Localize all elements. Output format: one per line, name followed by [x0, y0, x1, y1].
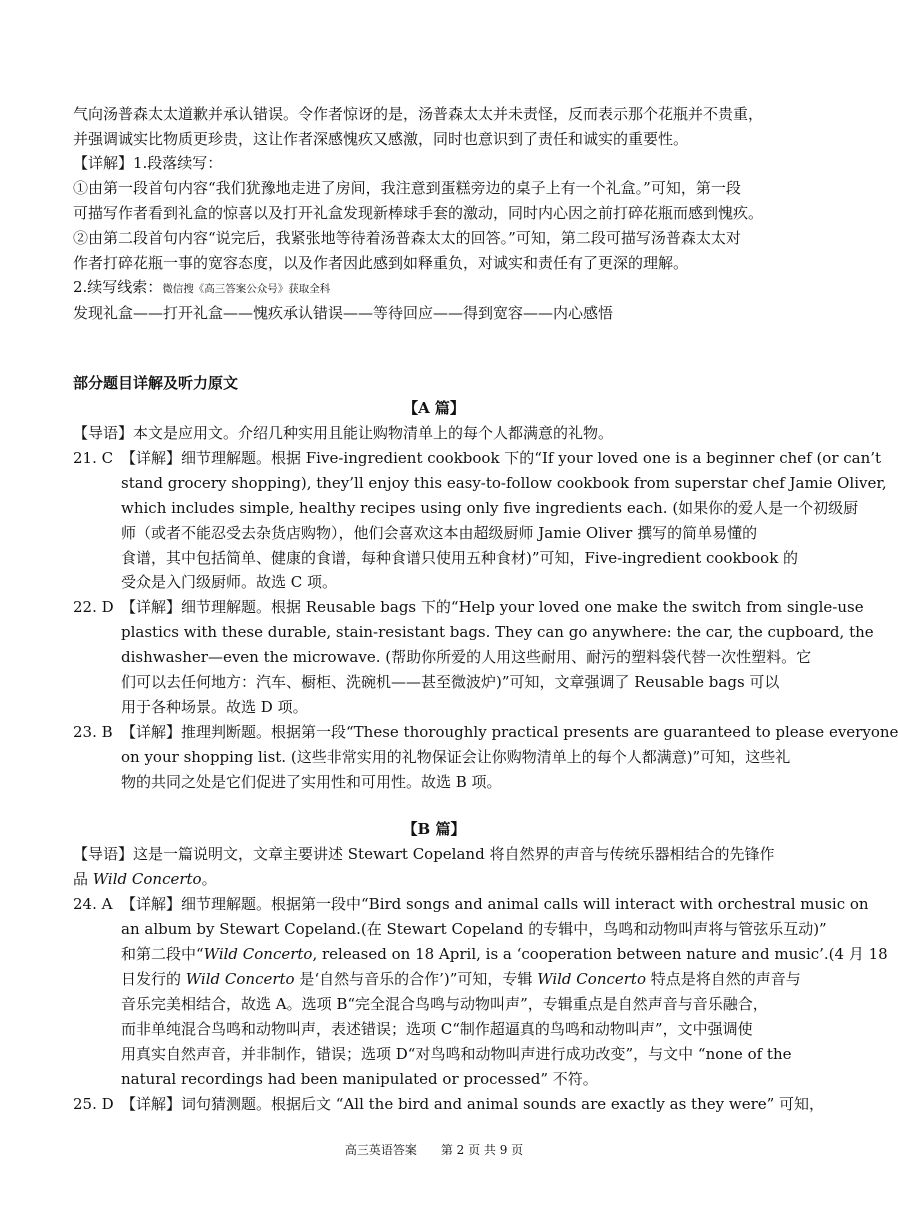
intro-line-4: ①由第一段首句内容“我们犹豫地走进了房间，我注意到蛋糕旁边的桌子上有一个礼盒。”可知，第一段 — [73, 179, 741, 197]
q24-number: 24. A — [73, 895, 113, 913]
intro-line-9: 发现礼盒——打开礼盒——愧疚承认错误——等待回应——得到宽容——内心感悟 — [73, 304, 614, 322]
passage-a-title: 【A 篇】 — [403, 399, 465, 417]
guide-text: 品 — [73, 870, 93, 888]
album-title: Wild Concerto — [185, 970, 295, 988]
q22-number: 22. D — [73, 598, 114, 616]
q22-line-5: 用于各种场景。故选 D 项。 — [121, 698, 308, 716]
text-part: 和第二段中“ — [121, 945, 204, 963]
watermark-note: 微信搜《高三答案公众号》获取全科 — [162, 283, 331, 295]
intro-line-6: ②由第二段首句内容“说完后，我紧张地等待着汤普森太太的回答。”可知，第二段可描写汤普森太太对 — [73, 229, 741, 247]
q22-line-2: plastics with these durable, stain-resistant bags. They can go anywhere: the car, the cupboard, the — [121, 623, 874, 641]
q21-line-3: which includes simple, healthy recipes using only five ingredients each. (如果你的爱人是一个初级厨 — [121, 499, 859, 517]
passage-b-guide-1: 【导语】这是一篇说明文，文章主要讲述 Stewart Copeland 将自然界的声音与传统乐器相结合的先锋作 — [73, 845, 775, 863]
clue-label: 2.续写线索： — [73, 278, 163, 296]
q21-line-2: stand grocery shopping), they’ll enjoy this easy-to-follow cookbook from superstar chef Jamie Oliver, — [121, 474, 887, 492]
intro-line-8 — [73, 276, 798, 300]
intro-line-5: 可描写作者看到礼盒的惊喜以及打开礼盒发现新棒球手套的激动，同时内心因之前打碎花瓶而感到愧疚。 — [73, 204, 764, 222]
text-part: 特点是将自然的声音与 — [645, 970, 801, 988]
passage-a-guide: 【导语】本文是应用文。介绍几种实用且能让购物清单上的每个人都满意的礼物。 — [73, 424, 614, 442]
q22-line-3: dishwasher—even the microwave. (帮助你所爱的人用这些耐用、耐污的塑料袋代替一次性塑料。它 — [121, 648, 812, 666]
album-title: Wild Concerto — [203, 945, 313, 963]
q24-line-4 — [121, 968, 801, 990]
intro-line-2: 并强调诚实比物质更珍贵，这让作者深感愧疚又感激，同时也意识到了责任和诚实的重要性。 — [73, 130, 689, 148]
q24-line-8: natural recordings had been manipulated or processed” 不符。 — [121, 1070, 598, 1088]
q23-number: 23. B — [73, 723, 113, 741]
q21-number: 21. C — [73, 449, 114, 467]
q24-line-6: 而非单纯混合鸟鸣和动物叫声，表述错误；选项 C“制作超逼真的鸟鸣和动物叫声”，文中强调使 — [121, 1020, 753, 1038]
q22-line-4: 们可以去任何地方：汽车、橱柜、洗碗机——甚至微波炉)”可知，文章强调了 Reusable bags 可以 — [121, 673, 780, 691]
q25-line-1: 【详解】词句猜测题。根据后文 “All the bird and animal sounds are exactly as they were” 可知， — [121, 1095, 825, 1113]
q22-line-1: 【详解】细节理解题。根据 Reusable bags 下的“Help your loved one make the switch from single-use — [121, 598, 864, 616]
q23-line-2: on your shopping list. (这些非常实用的礼物保证会让你购物清单上的每个人都满意)”可知，这些礼 — [121, 748, 791, 766]
guide-end: 。 — [201, 870, 217, 888]
q24-line-7: 用真实自然声音，并非制作，错误；选项 D“对鸟鸣和动物叫声进行成功改变”，与文中 “none of the — [121, 1045, 792, 1063]
page-footer: 高三英语答案 第 2 页 共 9 页 — [344, 1143, 524, 1157]
q23-line-1: 【详解】推理判断题。根据第一段“These thoroughly practical presents are guaranteed to please everyone — [121, 723, 898, 741]
q21-line-4: 师（或者不能忍受去杂货店购物），他们会喜欢这本由超级厨师 Jamie Oliver 撰写的简单易懂的 — [121, 524, 758, 542]
text-part: 日发行的 — [121, 970, 186, 988]
q24-line-5: 音乐完美相结合，故选 A。选项 B“完全混合鸟鸣与动物叫声”，专辑重点是自然声音与音乐融合， — [121, 995, 768, 1013]
text-part: 是‘自然与音乐的合作’)”可知，专辑 — [294, 970, 538, 988]
q24-line-1: 【详解】细节理解题。根据第一段中“Bird songs and animal calls will interact with orchestral music on — [121, 895, 869, 913]
q24-line-3 — [121, 943, 888, 965]
q21-line-1: 【详解】细节理解题。根据 Five-ingredient cookbook 下的“If your loved one is a beginner chef (or can’t — [121, 449, 882, 467]
q23-line-3: 物的共同之处是它们促进了实用性和可用性。故选 B 项。 — [121, 773, 502, 791]
album-title: Wild Concerto — [92, 870, 202, 888]
text-part: , released on 18 April, is a ‘cooperation between nature and music’.(4 月 18 — [312, 945, 888, 963]
q24-line-2: an album by Stewart Copeland.(在 Stewart Copeland 的专辑中，鸟鸣和动物叫声将与管弦乐互动)” — [121, 920, 827, 938]
q21-line-6: 受众是入门级厨师。故选 C 项。 — [121, 573, 338, 591]
section-title: 部分题目详解及听力原文 — [73, 374, 239, 392]
passage-b-title: 【B 篇】 — [402, 820, 466, 838]
intro-line-7: 作者打碎花瓶一事的宽容态度，以及作者因此感到如释重负，对诚实和责任有了更深的理解。 — [73, 254, 689, 272]
intro-line-3: 【详解】1.段落续写： — [73, 154, 223, 172]
album-title: Wild Concerto — [537, 970, 646, 988]
intro-line-1: 气向汤普森太太道歉并承认错误。令作者惊讶的是，汤普森太太并未责怪，反而表示那个花瓶并不贵重， — [73, 105, 764, 123]
q21-line-5: 食谱，其中包括简单、健康的食谱，每种食谱只使用五种食材)”可知，Five-ingredient cookbook 的 — [121, 549, 799, 567]
passage-b-guide-2 — [73, 868, 798, 890]
q25-number: 25. D — [73, 1095, 114, 1113]
